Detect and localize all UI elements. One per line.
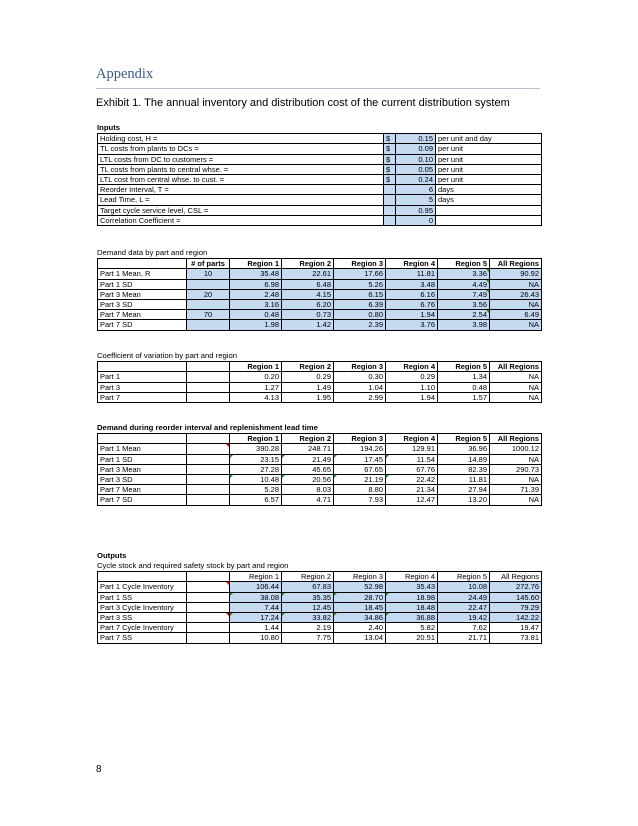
table-row [98,279,542,289]
table-cell: 2.40 [334,623,386,633]
exhibit-title: Exhibit 1. The annual inventory and distribution cost of the current distribution system [96,97,510,109]
table-cell: 21.71 [438,633,490,643]
table-cell: 7.49 [438,289,490,299]
table-cell: 6.48 [282,279,334,289]
input-label: Reorder Interval, T = [98,185,384,195]
table-cell: NA [490,382,542,392]
table-cell: 19.47 [490,623,542,633]
column-header: Region 5 [438,362,490,372]
row-label: Part 7 SS [98,633,187,643]
row-label: Part 3 Cycle Inventory [98,602,187,612]
outputs-title: Outputs [97,551,127,560]
table-cell: 1.04 [334,382,386,392]
demand-table [97,258,542,330]
row-label: Part 7 Mean [98,310,187,320]
table-cell: 194.26 [334,444,386,454]
table-cell: 71.39 [490,485,542,495]
row-label: Part 7 SD [98,495,187,505]
row-label: Part 3 SD [98,299,187,309]
cov-header-row [98,362,542,372]
row-label: Part 3 Mean [98,464,187,474]
column-header: Region 4 [386,362,438,372]
input-currency: $ [384,134,396,144]
input-value: 0.24 [396,174,436,184]
table-cell [187,495,230,505]
table-cell: 4.13 [230,392,282,402]
column-header [98,259,187,269]
table-cell: 290.73 [490,464,542,474]
during-table [97,433,542,505]
row-label: Part 3 SD [98,474,187,484]
table-cell: 7.93 [334,495,386,505]
row-label: Part 1 Cycle Inventory [98,582,187,592]
table-cell: 17.66 [334,269,386,279]
table-cell: 1.49 [282,382,334,392]
table-cell: 20 [187,289,230,299]
table-cell: 0.73 [282,310,334,320]
table-cell: 79.29 [490,602,542,612]
table-cell: 7.44 [230,602,282,612]
table-row [98,372,542,382]
table-cell: 1.94 [386,392,438,402]
table-cell: 1.95 [282,392,334,402]
column-header: Region 3 [334,362,386,372]
table-cell: 1000.12 [490,444,542,454]
input-unit [436,205,542,215]
row-label: Part 7 Mean [98,485,187,495]
input-row [98,174,542,184]
table-cell: 0.29 [282,372,334,382]
table-row [98,623,542,633]
input-value: 0.10 [396,154,436,164]
input-currency: $ [384,174,396,184]
input-row [98,134,542,144]
input-currency: $ [384,154,396,164]
table-cell: 5.82 [386,623,438,633]
table-cell: 8.80 [334,485,386,495]
table-cell: 18.45 [334,602,386,612]
column-header: # of parts [187,259,230,269]
table-cell: 22.42 [386,474,438,484]
table-cell: 11.81 [438,474,490,484]
table-cell: 0.30 [334,372,386,382]
input-label: Lead Time, L = [98,195,384,205]
table-cell: 12.45 [282,602,334,612]
input-row [98,195,542,205]
input-unit: per unit and day [436,134,542,144]
table-cell: 36.96 [438,444,490,454]
table-cell: 23.15 [230,454,282,464]
column-header: Region 2 [282,259,334,269]
table-row [98,485,542,495]
table-cell [187,602,230,612]
table-cell: 1.34 [438,372,490,382]
table-cell: 0.29 [386,372,438,382]
table-cell [187,444,230,454]
table-cell: 0.48 [230,310,282,320]
inputs-section [97,123,541,226]
table-cell: 1.98 [230,320,282,330]
table-cell: 145.60 [490,592,542,602]
input-unit [436,215,542,225]
table-cell: 2.39 [334,320,386,330]
column-header: All Regions [490,259,542,269]
table-cell: 4.49 [438,279,490,289]
table-cell [187,485,230,495]
table-cell: 33.82 [282,613,334,623]
table-cell: 27.28 [230,464,282,474]
table-cell: 18.98 [386,592,438,602]
table-cell: 3.76 [386,320,438,330]
table-cell [187,474,230,484]
table-cell: 38.08 [230,592,282,602]
column-header [98,362,187,372]
table-row [98,592,542,602]
input-currency [384,205,396,215]
table-cell [187,592,230,602]
table-cell: 142.22 [490,613,542,623]
input-value: 6 [396,185,436,195]
row-label: Part 1 SS [98,592,187,602]
table-cell: 1.10 [386,382,438,392]
table-cell: 3.36 [438,269,490,279]
column-header: Region 5 [438,572,490,582]
table-cell: 11.81 [386,269,438,279]
table-cell: 10.80 [230,633,282,643]
table-cell: 17.45 [334,454,386,464]
table-cell: 2.19 [282,623,334,633]
demand-title: Demand data by part and region [97,248,208,257]
input-currency [384,185,396,195]
input-value: 5 [396,195,436,205]
heading-rule [96,88,540,89]
input-currency [384,195,396,205]
table-cell: 35.35 [282,592,334,602]
table-cell: 10.48 [230,474,282,484]
table-row [98,613,542,623]
column-header: Region 3 [334,434,386,444]
table-cell: 27.94 [438,485,490,495]
row-label: Part 1 SD [98,454,187,464]
column-header [98,434,187,444]
table-cell: 1.57 [438,392,490,402]
table-cell: 36.88 [386,613,438,623]
table-cell: 2.54 [438,310,490,320]
table-cell: 5.28 [230,485,282,495]
table-cell: 12.47 [386,495,438,505]
table-cell: 19.42 [438,613,490,623]
input-row [98,154,542,164]
table-cell [187,279,230,289]
table-cell: 2.99 [334,392,386,402]
table-cell: 6.49 [490,310,542,320]
table-row [98,444,542,454]
row-label: Part 1 SD [98,279,187,289]
table-cell: 6.20 [282,299,334,309]
table-cell: 6.39 [334,299,386,309]
table-cell [187,464,230,474]
column-header [98,572,187,582]
table-cell: NA [490,392,542,402]
table-cell: NA [490,320,542,330]
table-cell: 1.42 [282,320,334,330]
cov-title: Coefficient of variation by part and region [97,351,238,360]
table-cell: 6.16 [386,289,438,299]
table-cell [187,623,230,633]
input-unit: per unit [436,154,542,164]
table-cell: 7.75 [282,633,334,643]
input-value: 0.05 [396,164,436,174]
table-cell: 20.56 [282,474,334,484]
table-row [98,320,542,330]
table-row [98,392,542,402]
table-cell: 20.51 [386,633,438,643]
inputs-title: Inputs [97,123,121,132]
column-header: All Regions [490,572,542,582]
table-row [98,602,542,612]
column-header: Region 4 [386,434,438,444]
table-cell: 3.16 [230,299,282,309]
table-cell: 390.28 [230,444,282,454]
table-cell: NA [490,495,542,505]
table-cell: 272.76 [490,582,542,592]
table-cell: 3.48 [386,279,438,289]
column-header [187,362,230,372]
row-label: Part 1 Mean, R [98,269,187,279]
table-cell: 6.15 [334,289,386,299]
table-cell: 21.34 [386,485,438,495]
table-cell: 248.71 [282,444,334,454]
table-cell: 45.65 [282,464,334,474]
during-title: Demand during reorder interval and replenishment lead time [97,423,318,432]
table-cell: 67.65 [334,464,386,474]
input-row [98,205,542,215]
input-row [98,215,542,225]
table-cell: 21.19 [334,474,386,484]
table-cell: 4.15 [282,289,334,299]
row-label: Part 1 Mean [98,444,187,454]
table-cell: 82.39 [438,464,490,474]
input-currency: $ [384,144,396,154]
table-cell: 34.86 [334,613,386,623]
input-value: 0 [396,215,436,225]
table-cell: 0.48 [438,382,490,392]
row-label: Part 1 [98,372,187,382]
table-cell: 6.57 [230,495,282,505]
table-row [98,633,542,643]
row-label: Part 3 SS [98,613,187,623]
table-cell [187,454,230,464]
during-section [97,423,541,506]
cov-table [97,361,542,403]
inputs-table [97,133,542,226]
cov-section [97,351,541,403]
table-row [98,310,542,320]
input-row [98,164,542,174]
input-value: 0.09 [396,144,436,154]
column-header: Region 4 [386,572,438,582]
table-cell: 35.43 [386,582,438,592]
input-unit: days [436,195,542,205]
row-label: Part 7 SD [98,320,187,330]
column-header: Region 5 [438,434,490,444]
table-row [98,582,542,592]
table-cell: 1.27 [230,382,282,392]
row-label: Part 3 [98,382,187,392]
table-cell: NA [490,372,542,382]
table-cell: 67.76 [386,464,438,474]
table-cell: 11.54 [386,454,438,464]
table-cell: 0.80 [334,310,386,320]
column-header: All Regions [490,362,542,372]
during-header-row [98,434,542,444]
column-header: Region 5 [438,259,490,269]
table-cell: 4.71 [282,495,334,505]
table-cell: 35.48 [230,269,282,279]
input-currency: $ [384,164,396,174]
column-header: Region 1 [230,434,282,444]
table-cell: 2.48 [230,289,282,299]
table-row [98,474,542,484]
input-value: 0.95 [396,205,436,215]
input-label: Target cycle service level, CSL = [98,205,384,215]
table-cell: 70 [187,310,230,320]
input-row [98,185,542,195]
column-header: Region 2 [282,434,334,444]
table-cell: 22.61 [282,269,334,279]
table-cell [187,392,230,402]
outputs-section [97,551,541,644]
table-row [98,495,542,505]
row-label: Part 3 Mean [98,289,187,299]
table-cell [187,613,230,623]
table-cell: 52.98 [334,582,386,592]
table-cell: 3.98 [438,320,490,330]
outputs-subtitle: Cycle stock and required safety stock by part and region [97,561,289,571]
column-header: Region 4 [386,259,438,269]
input-label: TL costs from plants to DCs = [98,144,384,154]
column-header: Region 2 [282,572,334,582]
table-cell: 5.26 [334,279,386,289]
table-cell: 7.62 [438,623,490,633]
demand-section [97,248,541,331]
table-cell: 67.83 [282,582,334,592]
table-cell: 1.94 [386,310,438,320]
column-header [187,572,230,582]
table-cell: 6.76 [386,299,438,309]
appendix-heading: Appendix [96,66,154,82]
row-label: Part 7 [98,392,187,402]
column-header: Region 3 [334,572,386,582]
table-cell [187,299,230,309]
row-label: Part 7 Cycle Inventory [98,623,187,633]
table-cell [187,320,230,330]
table-cell: 24.49 [438,592,490,602]
table-cell: 90.92 [490,269,542,279]
input-label: TL costs from plants to central whse. = [98,164,384,174]
table-cell [187,633,230,643]
table-row [98,464,542,474]
table-cell: 13.04 [334,633,386,643]
input-unit: per unit [436,174,542,184]
column-header: All Regions [490,434,542,444]
table-cell: 8.03 [282,485,334,495]
input-unit: per unit [436,144,542,154]
table-cell: 10.08 [438,582,490,592]
table-cell: 17.24 [230,613,282,623]
input-label: Holding cost, H = [98,134,384,144]
input-unit: per unit [436,164,542,174]
table-cell: 28.70 [334,592,386,602]
table-cell: 26.43 [490,289,542,299]
table-cell: NA [490,299,542,309]
column-header: Region 1 [230,259,282,269]
table-cell: 73.81 [490,633,542,643]
column-header: Region 3 [334,259,386,269]
table-cell: NA [490,279,542,289]
table-cell: 6.98 [230,279,282,289]
table-cell: 3.56 [438,299,490,309]
table-cell: NA [490,454,542,464]
table-cell [187,582,230,592]
input-row [98,144,542,154]
table-cell: 10 [187,269,230,279]
table-cell: 22.47 [438,602,490,612]
table-row [98,289,542,299]
table-cell: 21.49 [282,454,334,464]
table-cell: NA [490,474,542,484]
input-currency [384,215,396,225]
table-row [98,454,542,464]
table-row [98,382,542,392]
table-row [98,269,542,279]
table-cell: 13.20 [438,495,490,505]
demand-header-row [98,259,542,269]
table-row [98,299,542,309]
table-cell: 0.20 [230,372,282,382]
table-cell: 1.44 [230,623,282,633]
table-cell [187,382,230,392]
table-cell: 129.91 [386,444,438,454]
input-label: LTL cost from central whse. to cust. = [98,174,384,184]
table-cell: 18.48 [386,602,438,612]
input-unit: days [436,185,542,195]
table-cell: 14.89 [438,454,490,464]
outputs-table [97,571,542,643]
input-value: 0.15 [396,134,436,144]
column-header: Region 1 [230,572,282,582]
page-number: 8 [96,764,102,775]
input-label: LTL costs from DC to customers = [98,154,384,164]
input-label: Correlation Coefficient = [98,215,384,225]
column-header: Region 1 [230,362,282,372]
table-cell: 106.44 [230,582,282,592]
column-header: Region 2 [282,362,334,372]
table-cell [187,372,230,382]
outputs-header-row [98,572,542,582]
column-header [187,434,230,444]
